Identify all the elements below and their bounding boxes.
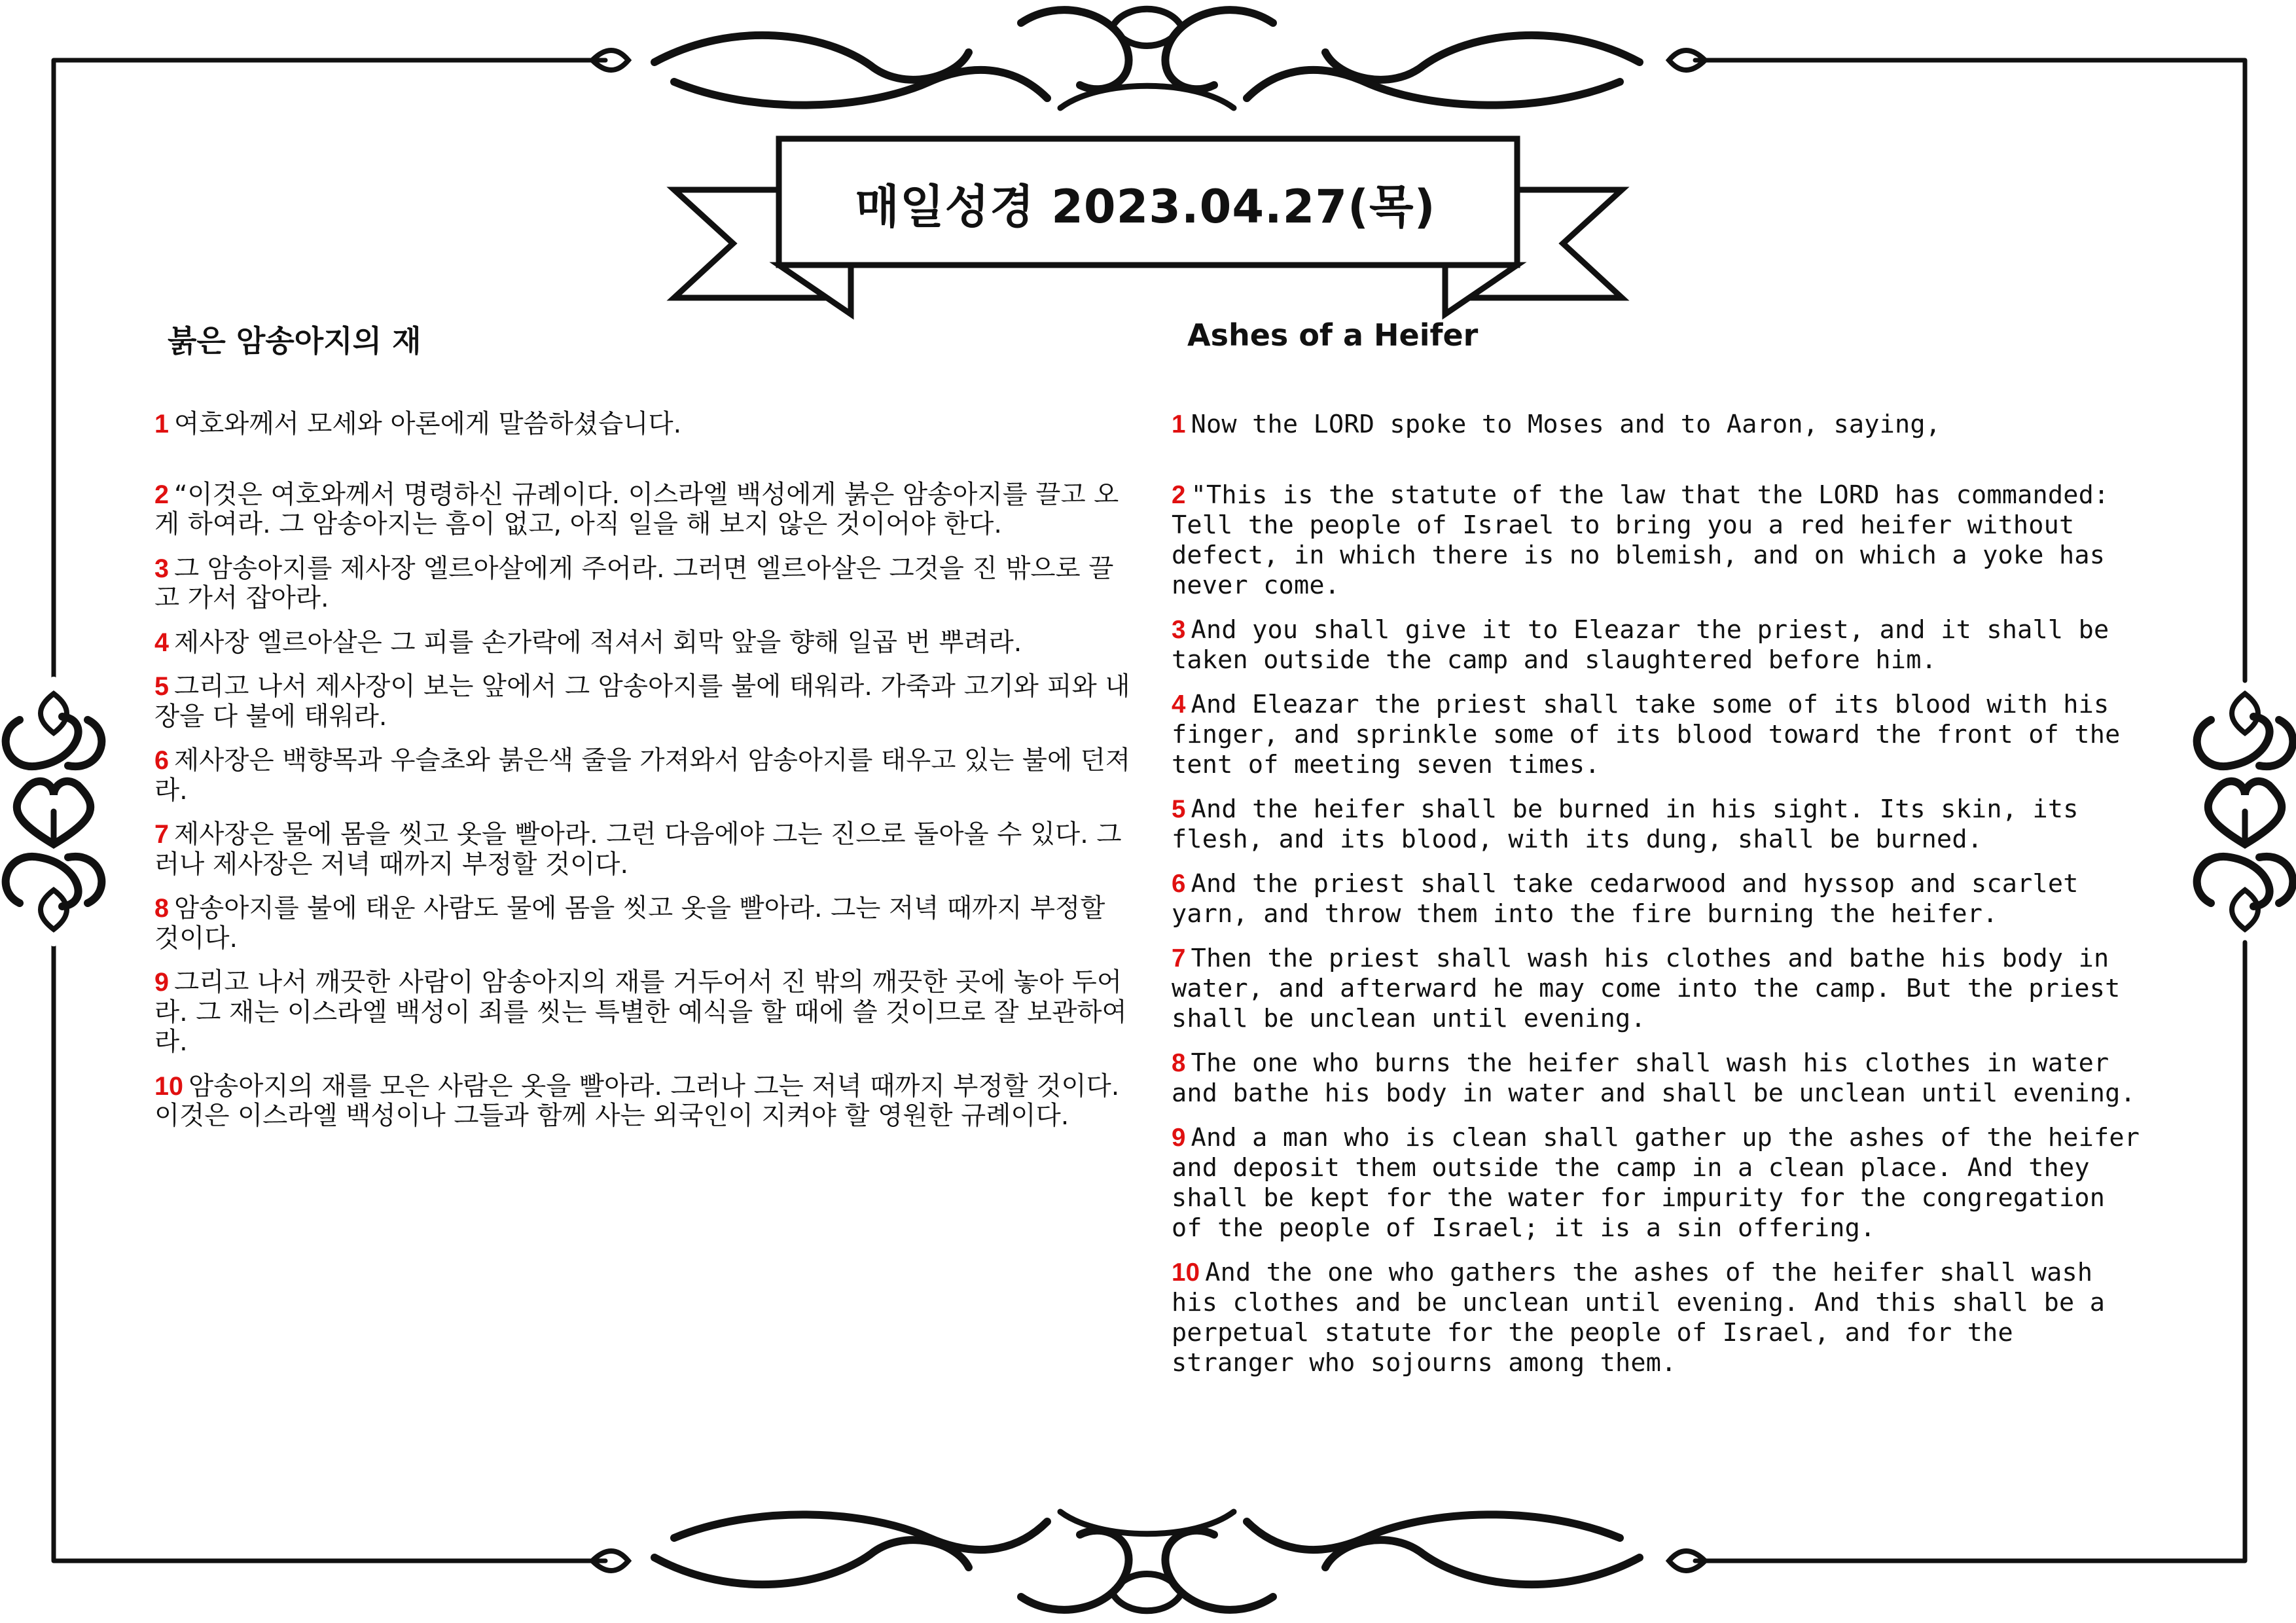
verse-text: And the one who gathers the ashes of the heifer shall wash his clothes and be unclean until evening. And this shall be a perpetual statute for the people of Israel, and for the stranger who sojourns among them. [1172, 1258, 2106, 1378]
korean-verse [154, 410, 1136, 440]
korean-verse [154, 1072, 1136, 1132]
korean-verse [154, 894, 1136, 954]
verse-number: 4 [154, 628, 169, 657]
english-verse [1172, 1258, 2147, 1378]
verse-text: Then the priest shall wash his clothes and bathe his body in water, and afterward he may come into the camp. But the priest shall be unclean until evening. [1172, 944, 2121, 1033]
english-verse [1172, 1048, 2147, 1109]
verse-number: 3 [154, 554, 169, 583]
verse-text: Now the LORD spoke to Moses and to Aaron, saying, [1191, 410, 1941, 439]
verse-text: And a man who is clean shall gather up the ashes of the heifer and deposit them outside the camp in a clean place. And they shall be kept for the water for impurity for the congregation of the people of Israel; it is a sin offering. [1172, 1123, 2140, 1243]
verse-text: 제사장은 백향목과 우슬초와 붉은색 줄을 가져와서 암송아지를 태우고 있는 불에 던져라. [154, 745, 1131, 806]
verse-number: 5 [154, 672, 169, 701]
verse-text: And the priest shall take cedarwood and hyssop and scarlet yarn, and throw them into the fire burning the heifer. [1172, 869, 2079, 929]
korean-verse-list [154, 410, 1136, 1146]
korean-heading: 붉은 암송아지의 재 [168, 323, 422, 359]
verse-text: 그리고 나서 깨끗한 사람이 암송아지의 재를 거두어서 진 밖의 깨끗한 곳에 놓아 두어라. 그 재는 이스라엘 백성이 죄를 씻는 특별한 예식을 할 때에 쓸 것이므로 잘 보관하여라. [154, 967, 1127, 1057]
verse-number: 5 [1172, 795, 1186, 823]
verse-number: 6 [1172, 870, 1186, 898]
verse-text: 암송아지를 불에 태운 사람도 물에 몸을 씻고 옷을 빨아라. 그는 저녁 때까지 부정할 것이다. [154, 893, 1105, 954]
verse-text: 제사장 엘르아살은 그 피를 손가락에 적셔서 회막 앞을 향해 일곱 번 뿌려라. [173, 627, 1022, 658]
verse-text: "This is the statute of the law that the LORD has commanded: Tell the people of Israel to bring you a red heifer without defect, in which there is no blemish, and on which a yoke has never come. [1172, 480, 2109, 600]
verse-number: 8 [1172, 1049, 1186, 1077]
verse-number: 9 [1172, 1124, 1186, 1152]
verse-text: 여호와께서 모세와 아론에게 말씀하셨습니다. [173, 409, 682, 439]
english-verse [1172, 690, 2147, 780]
verse-text: 암송아지의 재를 모은 사람은 옷을 빨아라. 그러나 그는 저녁 때까지 부정할 것이다. 이것은 이스라엘 백성이나 그들과 함께 사는 외국인이 지켜야 할 영원한 규례이다. [154, 1071, 1120, 1131]
verse-number: 8 [154, 894, 169, 923]
english-verse [1172, 410, 2147, 440]
korean-verse [154, 628, 1136, 658]
korean-verse [154, 480, 1136, 540]
verse-text: “이것은 여호와께서 명령하신 규례이다. 이스라엘 백성에게 붉은 암송아지를 끌고 오게 하여라. 그 암송아지는 흠이 없고, 아직 일을 해 보지 않은 것이어야 한다. [154, 479, 1119, 539]
english-heading: Ashes of a Heifer [1187, 317, 1479, 353]
verse-number: 10 [1172, 1258, 1200, 1287]
verse-text: And the heifer shall be burned in his sight. Its skin, its flesh, and its blood, with its dung, shall be burned. [1172, 794, 2079, 854]
verse-text: The one who burns the heifer shall wash his clothes in water and bathe his body in water and shall be unclean until evening. [1172, 1048, 2136, 1108]
verse-text: 그 암송아지를 제사장 엘르아살에게 주어라. 그러면 엘르아살은 그것을 진 밖으로 끌고 가서 잡아라. [154, 553, 1114, 613]
korean-verse [154, 968, 1136, 1058]
verse-text: 그리고 나서 제사장이 보는 앞에서 그 암송아지를 불에 태워라. 가죽과 고기와 피와 내장을 다 불에 태워라. [154, 671, 1130, 732]
verse-number: 7 [1172, 944, 1186, 972]
verse-number: 10 [154, 1071, 183, 1101]
verse-text: 제사장은 물에 몸을 씻고 옷을 빨아라. 그런 다음에야 그는 진으로 돌아올 수 있다. 그러나 제사장은 저녁 때까지 부정할 것이다. [154, 819, 1122, 880]
bottom-scroll-ornament [592, 1512, 1705, 1611]
verse-number: 4 [1172, 690, 1186, 719]
page-title: 매일성경 2023.04.27(목) [855, 179, 1436, 234]
right-side-ornament [2197, 694, 2293, 929]
korean-verse [154, 554, 1136, 614]
verse-number: 2 [154, 480, 169, 509]
verse-number: 2 [1172, 481, 1186, 509]
korean-verse [154, 746, 1136, 806]
english-verse [1172, 869, 2147, 929]
top-scroll-ornament [592, 9, 1705, 108]
verse-number: 9 [154, 968, 169, 997]
verse-number: 1 [1172, 410, 1186, 438]
verse-number: 6 [154, 746, 169, 775]
english-verse [1172, 794, 2147, 855]
verse-number: 1 [154, 410, 169, 438]
english-verse [1172, 480, 2147, 601]
verse-text: And you shall give it to Eleazar the priest, and it shall be taken outside the camp and slaughtered before him. [1172, 615, 2109, 675]
english-verse-list [1172, 410, 2147, 1393]
english-verse [1172, 615, 2147, 675]
korean-verse [154, 672, 1136, 732]
verse-number: 7 [154, 820, 169, 849]
english-verse [1172, 944, 2147, 1034]
verse-number: 3 [1172, 616, 1186, 644]
english-verse [1172, 1123, 2147, 1243]
korean-verse [154, 820, 1136, 880]
verse-text: And Eleazar the priest shall take some of its blood with his finger, and sprinkle some of its blood toward the front of the tent of meeting seven times. [1172, 690, 2121, 779]
